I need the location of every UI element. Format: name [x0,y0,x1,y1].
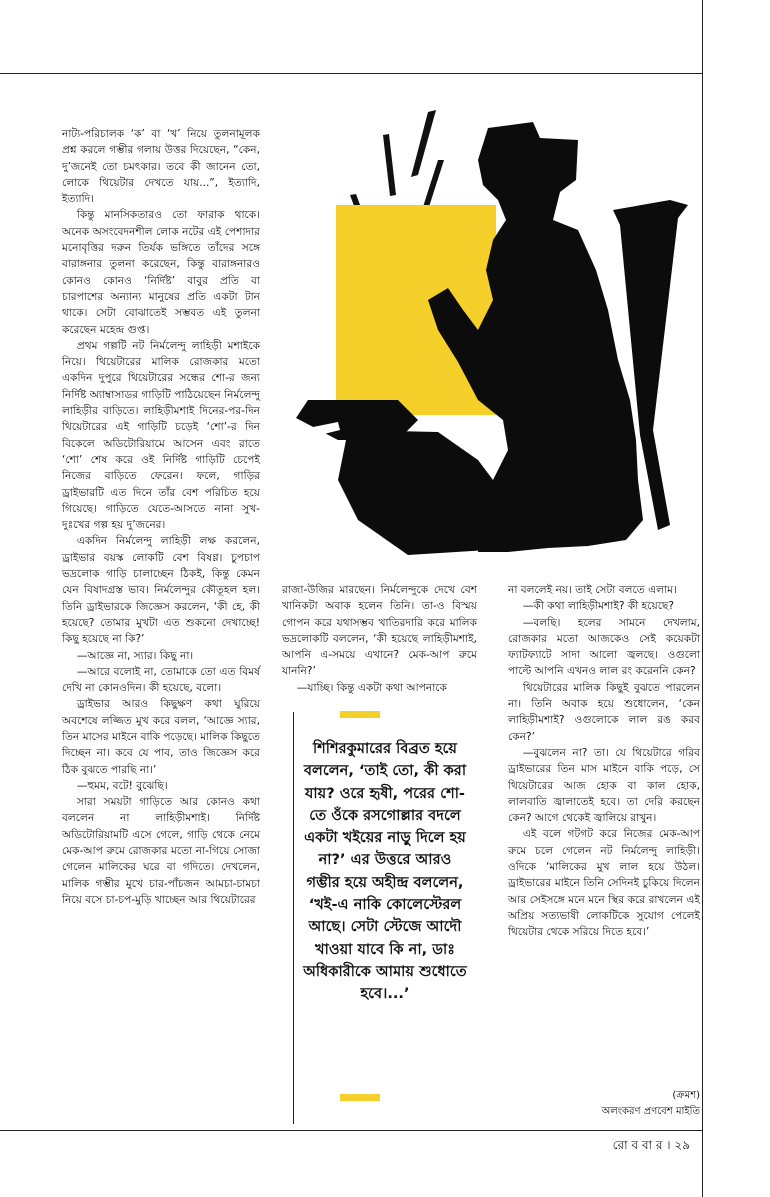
paragraph: থিয়েটারের মালিক কিছুই বুঝতে পারলেন না। তিনি অবাক হয়ে শুধোলেন, ‘কেন লাহিড়ীমশাই? ওগুলোকে লাল রঙ করব কেন?’ [508,681,700,743]
paragraph: —বুঝলেন না? তা। যে থিয়েটারে গরিব ড্রাইভারের তিন মাস মাইনে বাকি পড়ে, সে থিয়েটারের আজ হোক বা কাল হোক, লালবাতি জ্বালাতেই হবে। তা দেরি করছেন কেন? আগে থেকেই জ্বালিয়ে রাখুন। [508,746,700,825]
illustration [278,100,698,560]
article-column-1 [62,126,260,908]
right-margin-rule [702,0,703,1197]
paragraph: সারা সময়টা গাড়িতে আর কোনও কথা বললেন না লাহিড়ীমশাই। নির্দিষ্ট অডিটোরিয়ামটি এসে গেলে, গাড়ি থেকে নেমে মেক-আপ রুমে রোজকার মতো না-গিয়ে সোজা গেলেন মালিকের ঘরে বা গদিতে। দেখলেন, মালিক গম্ভীর মুখে চার-পাঁচজন আমচা-চামচা নিয়ে বসে চা-চপ-মুড়ি খাচ্ছেন আর থিয়েটারের [62,796,260,906]
illustration-credit: অলংকরণ প্রণবেশ মাইতি [601,1106,700,1117]
page-folio: রো ব বা র । ২৯ [612,1138,690,1152]
paragraph: —হুমম, বটে! বুঝেছি। [76,779,168,792]
pullquote-bottom-bar [340,1094,380,1101]
continued-label: (ক্রমশ) [672,1090,700,1101]
pullquote: শিশিরকুমারের বিব্রত হয়ে বললেন, ‘তাই তো, কী করা যায়? ওরে হৃষী, পরের শো-তে ওঁকে রসগোল্লার বদলে একটা খইয়ের নাড়ু দিলে হয় না?’ এর উত্তরে আরও গম্ভীর হয়ে অহীন্দ্র বললেন, ‘খই-এ নাকি কোলেস্টেরল আছে। সেটা স্টেজে আদৌ খাওয়া যাবে কি না, ডাঃ অধিকারীকে আমায় শুধোতে হবে।...’ [303,740,467,1003]
paragraph: রাজা-উজির মারছেন। নির্মলেন্দুকে দেখে বেশ খানিকটা অবাক হলেন তিনি। তা-ও বিস্ময় গোপন করে যথাসম্ভব খাতিরদারি করে মালিক ভদ্রলোকটি বললেন, ‘কী হয়েছে লাহিড়ীমশাই, আপনি এ-সময়ে এখানে? মেক-আপ রুমে যাননি?’ [282,584,477,678]
paragraph: ড্রাইভার আরও কিছুক্ষণ কথা ঘুরিয়ে অবশেষে লজ্জিত মুখ করে বলল, ‘আজ্ঞে স্যার, তিন মাসের মাইনে বাকি পড়েছে। মালিক কিছুতে দিচ্ছেন না। কবে যে পাব, তাও জিজ্ঞেস করে ঠিক বুঝতে পারছি না।’ [62,698,260,776]
pullquote-top-bar [340,711,380,718]
paragraph: একদিন নির্মলেন্দু লাহিড়ী লক্ষ করলেন, ড্রাইভার বয়স্ক লোকটি বেশ বিষণ্ণ। চুপচাপ ভদ্রলোক গাড়ি চালাচ্ছেন ঠিকই, কিন্তু কেমন যেন বিষাদগ্রস্ত ভাব। নির্মলেন্দুর কৌতূহল হল। তিনি ড্রাইভারকে জিজ্ঞেস করলেন, ‘কী হে, কী হয়েছে? তোমার মুখটা এত শুকনো দেখাচ্ছে! কিছু হয়েছে না কি?’ [62,535,260,646]
paragraph: —বলছি। হলের সামনে দেখলাম, রোজকার মতো আজকেও সেই কয়েকটা ফ্যাটফ্যাটে সাদা আলো জ্বলছে। ওগুলো পাল্টে আপনি এখনও লাল রং করেননি কেন? [508,616,700,678]
paragraph: প্রথম গল্পটি নট নির্মলেন্দু লাহিড়ী মশাইকে নিয়ে। থিয়েটারের মালিক রোজকার মতো একদিন দুপুরে থিয়েটারের সন্ধের শো-র জন্য নির্দিষ্ট অ্যাম্বাসাডর গাড়িটি পাঠিয়েছেন নির্মলেন্দু লাহিড়ীর বাড়িতে। লাহিড়ীমশাই দিনের-পর-দিন থিয়েটারের এই গাড়িটি চড়েই ‘শো’-র দিন বিকেলে অডিটোরিয়ামে আসেন এবং রাতে ‘শো’ শেষ করে ওই নির্দিষ্ট গাড়িটি চেপেই নিজের বাড়িতে ফেরেন। ফলে, গাড়ির ড্রাইভারটি এত দিনে তাঁর বেশ পরিচিত হয়ে গিয়েছে। গাড়িতে যেতে-আসতে নানা সুখ-দুঃখের গল্প হয় দু’জনের। [62,339,260,532]
paragraph: —কী কথা লাহিড়ীমশাই? কী হয়েছে? [522,600,674,613]
article-column-3 [508,582,700,941]
paragraph: কিন্তু মানসিকতারও তো ফারাক থাকে। অনেক অসংবেদনশীল লোক নটের এই পেশাদার মনোবৃত্তির দরুন তির্যক ভঙ্গিতে তাঁদের সঙ্গে বারাঙ্গনার তুলনা করেছেন, কিন্তু বারাঙ্গনারও কোনও কোনও ‘নির্দিষ্ট’ বাবুর প্রতি বা চারপাশের অন্যান্য মানুষের প্রতি একটা টান থাকে। সেটা বোঝাতেই সম্ভবত এই তুলনা করেছেন মহেন্দ্র গুপ্ত। [62,209,260,336]
article-column-2 [282,582,477,696]
paragraph: —আরে বলোই না, তোমাকে তো এত বিমর্ষ দেখি না কোনওদিন। কী হয়েছে, বলো। [62,665,260,695]
pullquote-left-rule [293,712,294,1124]
paragraph: নাট্য-পরিচালক ‘ক’ বা ‘খ’ নিয়ে তুলনামূলক প্রশ্ন করলে গম্ভীর গলায় উত্তর দিয়েছেন, “কেন, দু’জনেই তো চমৎকার। তবে কী জানেন তো, লোকে থিয়েটার দেখতে যায়...”, ইত্যাদি, ইত্যাদি। [62,128,260,206]
top-rule [0,73,702,74]
credit-block [508,1088,700,1120]
paragraph: —যাচ্ছি। কিন্তু একটা কথা আপনাকে [296,681,447,694]
paragraph: —আজ্ঞে না, স্যার। কিছু না। [76,649,194,662]
paragraph: এই বলে গটগট করে নিজের মেক-আপ রুমে চলে গেলেন নট নির্মলেন্দু লাহিড়ী। ওদিকে ‘মালিকের মুখ লাল হয়ে উঠল। ড্রাইভারের মাইনে তিনি সেদিনই চুকিয়ে দিলেন আর সেইসঙ্গে মনে মনে স্থির করে রাখলেন এই অপ্রিয় সত্যভাষী লোকটিকে সুযোগ পেলেই থিয়েটার থেকে সরিয়ে দিতে হবে।’ [508,828,700,939]
paragraph: না বললেই নয়। তাই সেটা বলতে এলাম। [508,584,677,596]
bottom-rule [0,1130,702,1131]
